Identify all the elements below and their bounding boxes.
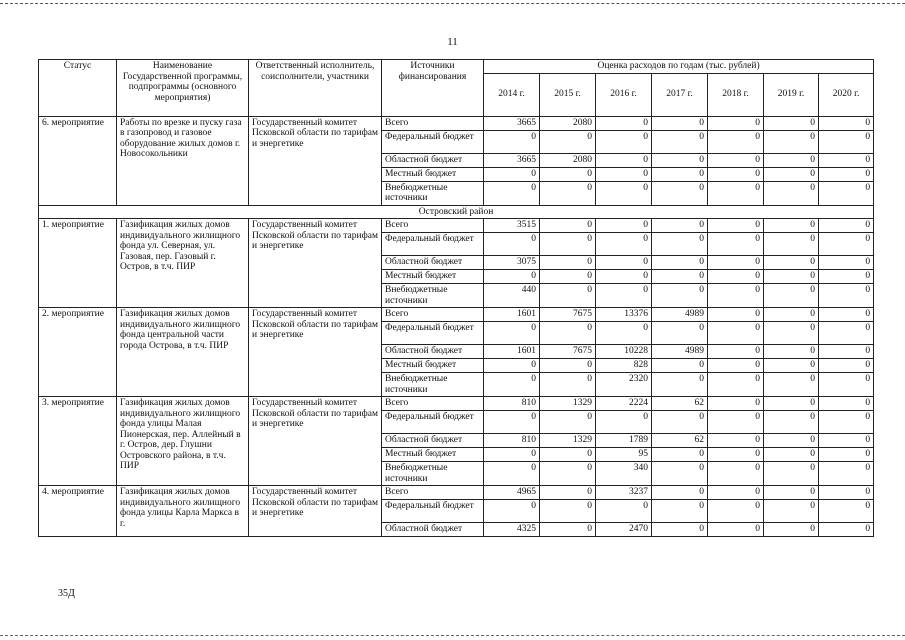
amount-cell: 0 bbox=[819, 181, 874, 205]
amount-cell: 0 bbox=[540, 284, 596, 308]
amount-cell: 2080 bbox=[540, 116, 596, 130]
amount-cell: 0 bbox=[708, 322, 764, 345]
item-name: Работы по врезке и пуску газа в газопровод и газовое оборудование жилых домов г. Новосокольники bbox=[117, 116, 249, 205]
funding-source: Областной бюджет bbox=[382, 153, 484, 167]
amount-cell: 0 bbox=[708, 523, 764, 537]
item-name: Газификация жилых домов индивидуального жилищного фонда ул. Северная, ул. Газовая, пер. Газовый г. Остров, в т.ч. ПИР bbox=[117, 219, 249, 308]
amount-cell: 0 bbox=[652, 130, 708, 153]
header-estimate: Оценка расходов по годам (тыс. рублей) bbox=[484, 60, 874, 74]
amount-cell: 0 bbox=[708, 116, 764, 130]
amount-cell: 0 bbox=[596, 153, 652, 167]
amount-cell: 0 bbox=[652, 359, 708, 373]
amount-cell: 1329 bbox=[540, 397, 596, 411]
amount-cell: 0 bbox=[819, 116, 874, 130]
amount-cell: 0 bbox=[764, 167, 819, 181]
amount-cell: 0 bbox=[819, 500, 874, 523]
amount-cell: 0 bbox=[596, 130, 652, 153]
amount-cell: 0 bbox=[484, 322, 540, 345]
amount-cell: 0 bbox=[540, 462, 596, 486]
amount-cell: 0 bbox=[708, 500, 764, 523]
amount-cell: 0 bbox=[540, 411, 596, 434]
item-executor: Государственный комитет Псковской области по тарифам и энергетике bbox=[249, 486, 382, 537]
amount-cell: 0 bbox=[540, 500, 596, 523]
amount-cell: 0 bbox=[708, 359, 764, 373]
amount-cell: 4989 bbox=[652, 308, 708, 322]
amount-cell: 0 bbox=[652, 181, 708, 205]
amount-cell: 0 bbox=[708, 153, 764, 167]
amount-cell: 7675 bbox=[540, 345, 596, 359]
amount-cell: 0 bbox=[764, 256, 819, 270]
header-year: 2015 г. bbox=[540, 73, 596, 116]
funding-source: Внебюджетные источники bbox=[382, 373, 484, 397]
amount-cell: 0 bbox=[764, 233, 819, 256]
amount-cell: 0 bbox=[819, 359, 874, 373]
amount-cell: 0 bbox=[708, 270, 764, 284]
amount-cell: 0 bbox=[764, 373, 819, 397]
amount-cell: 0 bbox=[596, 219, 652, 233]
amount-cell: 0 bbox=[652, 233, 708, 256]
amount-cell: 0 bbox=[764, 130, 819, 153]
amount-cell: 0 bbox=[484, 359, 540, 373]
amount-cell: 2470 bbox=[596, 523, 652, 537]
amount-cell: 0 bbox=[819, 153, 874, 167]
item-executor: Государственный комитет Псковской области по тарифам и энергетике bbox=[249, 308, 382, 397]
amount-cell: 2320 bbox=[596, 373, 652, 397]
amount-cell: 0 bbox=[708, 448, 764, 462]
amount-cell: 0 bbox=[708, 233, 764, 256]
funding-source: Местный бюджет bbox=[382, 359, 484, 373]
amount-cell: 440 bbox=[484, 284, 540, 308]
amount-cell: 0 bbox=[764, 397, 819, 411]
amount-cell: 0 bbox=[484, 181, 540, 205]
amount-cell: 0 bbox=[652, 219, 708, 233]
amount-cell: 0 bbox=[819, 284, 874, 308]
header-sources: Источники финансирования bbox=[382, 60, 484, 117]
amount-cell: 0 bbox=[652, 116, 708, 130]
amount-cell: 0 bbox=[484, 462, 540, 486]
amount-cell: 0 bbox=[484, 130, 540, 153]
amount-cell: 0 bbox=[708, 130, 764, 153]
amount-cell: 0 bbox=[540, 322, 596, 345]
item-name: Газификация жилых домов индивидуального жилищного фонда улицы Малая Пионерская, пер. Аллейный в г. Остров, дер. Глушни Островского района, в т.ч. ПИР bbox=[117, 397, 249, 486]
amount-cell: 0 bbox=[708, 181, 764, 205]
amount-cell: 0 bbox=[819, 233, 874, 256]
funding-source: Внебюджетные источники bbox=[382, 284, 484, 308]
item-name: Газификация жилых домов индивидуального жилищного фонда улицы Карла Маркса в г. bbox=[117, 486, 249, 537]
amount-cell: 0 bbox=[764, 322, 819, 345]
header-year: 2018 г. bbox=[708, 73, 764, 116]
amount-cell: 0 bbox=[596, 284, 652, 308]
amount-cell: 0 bbox=[708, 462, 764, 486]
amount-cell: 810 bbox=[484, 434, 540, 448]
amount-cell: 0 bbox=[596, 233, 652, 256]
funding-source: Областной бюджет bbox=[382, 434, 484, 448]
amount-cell: 0 bbox=[819, 345, 874, 359]
amount-cell: 0 bbox=[764, 462, 819, 486]
header-year: 2016 г. bbox=[596, 73, 652, 116]
amount-cell: 0 bbox=[764, 500, 819, 523]
amount-cell: 0 bbox=[764, 116, 819, 130]
item-name: Газификация жилых домов индивидуального жилищного фонда центральной части города Острова, в т.ч. ПИР bbox=[117, 308, 249, 397]
amount-cell: 0 bbox=[819, 270, 874, 284]
scan-border-top bbox=[0, 3, 905, 6]
table-row bbox=[39, 308, 874, 322]
amount-cell: 0 bbox=[764, 153, 819, 167]
amount-cell: 0 bbox=[652, 270, 708, 284]
amount-cell: 10228 bbox=[596, 345, 652, 359]
amount-cell: 0 bbox=[708, 345, 764, 359]
amount-cell: 0 bbox=[764, 181, 819, 205]
funding-source: Федеральный бюджет bbox=[382, 233, 484, 256]
funding-source: Областной бюджет bbox=[382, 345, 484, 359]
amount-cell: 0 bbox=[484, 448, 540, 462]
amount-cell: 62 bbox=[652, 434, 708, 448]
funding-source: Федеральный бюджет bbox=[382, 411, 484, 434]
item-status: 6. мероприятие bbox=[39, 116, 117, 205]
amount-cell: 0 bbox=[819, 434, 874, 448]
table-row bbox=[39, 116, 874, 130]
amount-cell: 0 bbox=[764, 219, 819, 233]
amount-cell: 0 bbox=[652, 411, 708, 434]
item-status: 3. мероприятие bbox=[39, 397, 117, 486]
amount-cell: 0 bbox=[708, 397, 764, 411]
amount-cell: 0 bbox=[764, 308, 819, 322]
amount-cell: 0 bbox=[652, 153, 708, 167]
amount-cell: 0 bbox=[708, 284, 764, 308]
amount-cell: 1329 bbox=[540, 434, 596, 448]
table-body bbox=[39, 116, 874, 537]
header-year: 2017 г. bbox=[652, 73, 708, 116]
amount-cell: 3515 bbox=[484, 219, 540, 233]
header-name: Наименование Государственной программы, подпрограммы (основного мероприятия) bbox=[117, 60, 249, 117]
amount-cell: 0 bbox=[764, 448, 819, 462]
amount-cell: 0 bbox=[708, 373, 764, 397]
funding-source: Федеральный бюджет bbox=[382, 500, 484, 523]
amount-cell: 0 bbox=[764, 359, 819, 373]
amount-cell: 0 bbox=[819, 322, 874, 345]
header-year: 2019 г. bbox=[764, 73, 819, 116]
amount-cell: 0 bbox=[708, 411, 764, 434]
funding-source: Федеральный бюджет bbox=[382, 130, 484, 153]
amount-cell: 0 bbox=[484, 373, 540, 397]
amount-cell: 0 bbox=[764, 345, 819, 359]
amount-cell: 0 bbox=[819, 397, 874, 411]
amount-cell: 3665 bbox=[484, 116, 540, 130]
amount-cell: 0 bbox=[819, 373, 874, 397]
item-status: 2. мероприятие bbox=[39, 308, 117, 397]
amount-cell: 0 bbox=[540, 233, 596, 256]
footer-code: 35Д bbox=[58, 588, 75, 599]
section-title: Островский район bbox=[39, 205, 874, 219]
amount-cell: 0 bbox=[819, 523, 874, 537]
funding-source: Местный бюджет bbox=[382, 270, 484, 284]
amount-cell: 0 bbox=[540, 270, 596, 284]
amount-cell: 0 bbox=[540, 448, 596, 462]
amount-cell: 0 bbox=[652, 322, 708, 345]
amount-cell: 1601 bbox=[484, 308, 540, 322]
amount-cell: 0 bbox=[764, 486, 819, 500]
amount-cell: 810 bbox=[484, 397, 540, 411]
amount-cell: 7675 bbox=[540, 308, 596, 322]
amount-cell: 0 bbox=[540, 359, 596, 373]
amount-cell: 0 bbox=[596, 270, 652, 284]
amount-cell: 0 bbox=[819, 256, 874, 270]
amount-cell: 0 bbox=[819, 308, 874, 322]
funding-source: Местный бюджет bbox=[382, 448, 484, 462]
amount-cell: 0 bbox=[652, 256, 708, 270]
header-executor: Ответственный исполнитель, соисполнители, участники bbox=[249, 60, 382, 117]
header-status: Статус bbox=[39, 60, 117, 117]
amount-cell: 340 bbox=[596, 462, 652, 486]
funding-source: Областной бюджет bbox=[382, 256, 484, 270]
amount-cell: 4965 bbox=[484, 486, 540, 500]
table-row bbox=[39, 397, 874, 411]
funding-source: Всего bbox=[382, 397, 484, 411]
amount-cell: 1601 bbox=[484, 345, 540, 359]
amount-cell: 0 bbox=[540, 486, 596, 500]
amount-cell: 0 bbox=[708, 486, 764, 500]
amount-cell: 1789 bbox=[596, 434, 652, 448]
scan-border-bottom bbox=[0, 635, 905, 638]
amount-cell: 0 bbox=[652, 523, 708, 537]
amount-cell: 0 bbox=[708, 167, 764, 181]
header-year: 2020 г. bbox=[819, 73, 874, 116]
amount-cell: 0 bbox=[764, 434, 819, 448]
amount-cell: 0 bbox=[652, 448, 708, 462]
amount-cell: 0 bbox=[819, 462, 874, 486]
amount-cell: 0 bbox=[652, 462, 708, 486]
amount-cell: 0 bbox=[596, 322, 652, 345]
amount-cell: 0 bbox=[484, 233, 540, 256]
amount-cell: 0 bbox=[540, 130, 596, 153]
amount-cell: 0 bbox=[819, 167, 874, 181]
item-executor: Государственный комитет Псковской области по тарифам и энергетике bbox=[249, 116, 382, 205]
amount-cell: 0 bbox=[596, 411, 652, 434]
amount-cell: 0 bbox=[540, 256, 596, 270]
amount-cell: 0 bbox=[819, 219, 874, 233]
amount-cell: 0 bbox=[596, 167, 652, 181]
amount-cell: 0 bbox=[819, 486, 874, 500]
amount-cell: 0 bbox=[540, 219, 596, 233]
amount-cell: 3237 bbox=[596, 486, 652, 500]
item-status: 4. мероприятие bbox=[39, 486, 117, 537]
header-year: 2014 г. bbox=[484, 73, 540, 116]
item-executor: Государственный комитет Псковской области по тарифам и энергетике bbox=[249, 397, 382, 486]
funding-source: Областной бюджет bbox=[382, 523, 484, 537]
amount-cell: 0 bbox=[764, 411, 819, 434]
amount-cell: 0 bbox=[819, 130, 874, 153]
amount-cell: 0 bbox=[484, 167, 540, 181]
amount-cell: 0 bbox=[484, 270, 540, 284]
amount-cell: 0 bbox=[819, 411, 874, 434]
funding-source: Федеральный бюджет bbox=[382, 322, 484, 345]
amount-cell: 0 bbox=[708, 219, 764, 233]
item-status: 1. мероприятие bbox=[39, 219, 117, 308]
funding-source: Всего bbox=[382, 219, 484, 233]
table-row bbox=[39, 486, 874, 500]
table-header bbox=[39, 60, 874, 117]
amount-cell: 2224 bbox=[596, 397, 652, 411]
amount-cell: 0 bbox=[596, 116, 652, 130]
amount-cell: 0 bbox=[484, 500, 540, 523]
amount-cell: 0 bbox=[652, 167, 708, 181]
amount-cell: 0 bbox=[540, 181, 596, 205]
funding-source: Внебюджетные источники bbox=[382, 181, 484, 205]
amount-cell: 0 bbox=[708, 256, 764, 270]
amount-cell: 0 bbox=[652, 373, 708, 397]
amount-cell: 0 bbox=[540, 523, 596, 537]
amount-cell: 0 bbox=[652, 486, 708, 500]
amount-cell: 3665 bbox=[484, 153, 540, 167]
amount-cell: 0 bbox=[652, 500, 708, 523]
funding-source: Всего bbox=[382, 116, 484, 130]
amount-cell: 2080 bbox=[540, 153, 596, 167]
amount-cell: 0 bbox=[652, 284, 708, 308]
amount-cell: 13376 bbox=[596, 308, 652, 322]
amount-cell: 62 bbox=[652, 397, 708, 411]
amount-cell: 0 bbox=[708, 434, 764, 448]
amount-cell: 0 bbox=[596, 181, 652, 205]
amount-cell: 828 bbox=[596, 359, 652, 373]
item-executor: Государственный комитет Псковской области по тарифам и энергетике bbox=[249, 219, 382, 308]
funding-source: Местный бюджет bbox=[382, 167, 484, 181]
table-row bbox=[39, 219, 874, 233]
amount-cell: 0 bbox=[708, 308, 764, 322]
amount-cell: 4989 bbox=[652, 345, 708, 359]
funding-source: Внебюджетные источники bbox=[382, 462, 484, 486]
amount-cell: 0 bbox=[540, 373, 596, 397]
amount-cell: 3075 bbox=[484, 256, 540, 270]
amount-cell: 0 bbox=[819, 448, 874, 462]
amount-cell: 0 bbox=[596, 500, 652, 523]
amount-cell: 0 bbox=[540, 167, 596, 181]
amount-cell: 0 bbox=[764, 270, 819, 284]
amount-cell: 95 bbox=[596, 448, 652, 462]
amount-cell: 0 bbox=[764, 523, 819, 537]
amount-cell: 0 bbox=[596, 256, 652, 270]
expenses-table bbox=[38, 59, 874, 537]
page-number: 11 bbox=[447, 36, 458, 48]
amount-cell: 4325 bbox=[484, 523, 540, 537]
funding-source: Всего bbox=[382, 486, 484, 500]
amount-cell: 0 bbox=[764, 284, 819, 308]
section-row bbox=[39, 205, 874, 219]
funding-source: Всего bbox=[382, 308, 484, 322]
amount-cell: 0 bbox=[484, 411, 540, 434]
